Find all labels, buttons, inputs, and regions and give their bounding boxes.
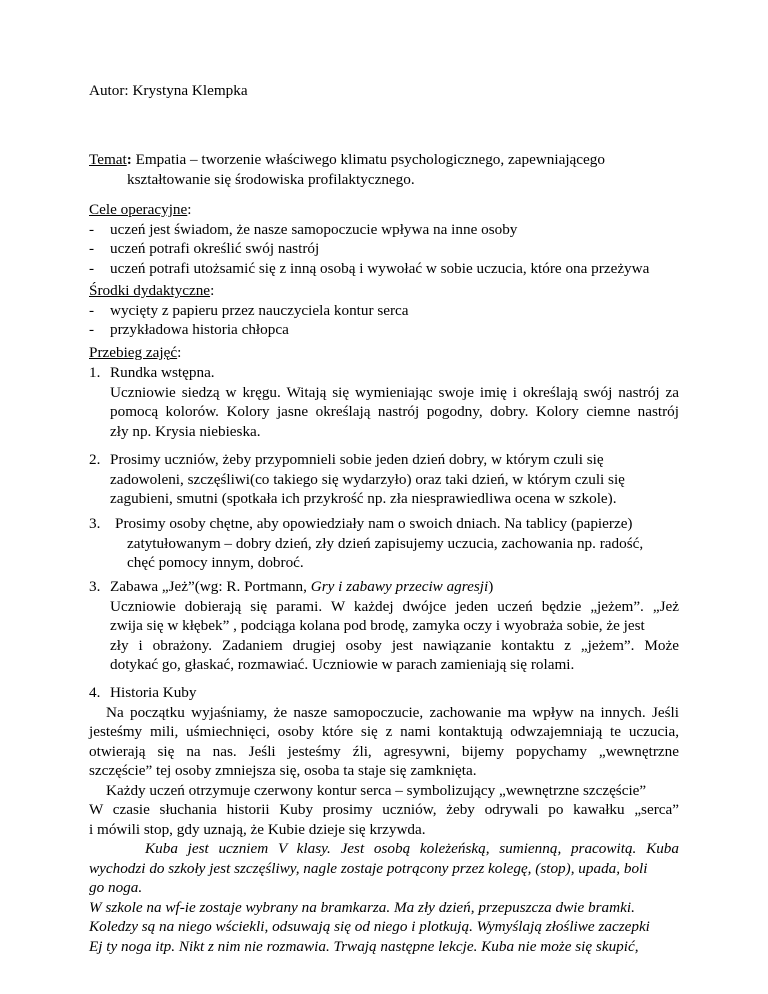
topic-label: Temat [89,151,127,168]
step-4: 4. Historia Kuby Na początku wyjaśniamy, że nasze samopoczucie, zachowanie ma wpływ na innych. Jeśli jesteśmy mili, uśmiechnięci, osoby które się z nami kontaktują odwzajemniają te uczucia, otwierają się na nas. Jeśli jesteśmy źli, agresywni, bijemy popychamy „wewnętrzne szczęście” tej osoby zmniejsza się, osoba ta staje się zamknięta. Każdy uczeń otrzymuje czerwony kontur serca – symbolizujący „wewnętrzne szczęście” W czasie słuchania historii Kuby prosimy uczniów, żeby odrywali po kawałku „serca” i mówili stop, gdy uznają, że Kubie dzieje się krzywda. Kuba jest uczniem V klasy. Jest osobą koleżeńską, sumienną, pracowitą. Kuba wychodzi do szkoły jest szczęśliwy, nagle zostaje potrącony przez kolegę, (stop), upada, boli go noga. W szkole na wf-ie zostaje wybrany na bramkarza. Ma zły dzień, przepuszcza dwie bramki. Koledzy są na niego wściekli, odsuwają się od niego i plotkują. Wymyślają złośliwe zaczepki Ej ty noga itp. Nikt z nim nie rozmawia. Trwają następne lekcje. Kuba nie może się skupić, [89,684,679,955]
step-2: 2. Prosimy uczniów, żeby przypomnieli sobie jeden dzień dobry, w którym czuli się zadowoleni, szczęśliwi(co takiego się wydarzyło) oraz taki dzień, w którym czuli się zagubieni, smutni (spotkała ich przykrość np. zła niesprawiedliwa ocena w szkole). [89,451,625,507]
list-item: - uczeń potrafi określić swój nastrój [89,240,320,257]
step-1: 1. Rundka wstępna. Uczniowie siedzą w kręgu. Witają się wymieniając swoje imię i określają swój nastrój za pomocą kolorów. Kolory jasne określają nastrój pogodny, dobry. Kolory ciemne nastrój zły np. Krysia niebieska. [89,364,679,440]
goals-heading: Cele operacyjne [89,201,188,218]
topic-section: Temat: Empatia – tworzenie właściwego klimatu psychologicznego, zapewniającego kształtowanie się środowiska profilaktycznego. [89,151,605,188]
means-section: Środki dydaktyczne: - wycięty z papieru przez nauczyciela kontur serca - przykładowa historia chłopca [89,281,679,340]
course-heading: Przebieg zajęć [89,344,178,361]
course-heading-row: Przebieg zajęć: [89,344,182,361]
story-text: Kuba jest uczniem V klasy. Jest osobą koleżeńską, sumienną, pracowitą. Kuba [145,840,679,857]
topic-text: Empatia – tworzenie właściwego klimatu psychologicznego, zapewniającego [131,151,605,168]
goals-section: Cele operacyjne: - uczeń jest świadom, że nasze samopoczucie wpływa na inne osoby - uczeń potrafi określić swój nastrój - uczeń potrafi utożsamić się z inną osobą i wywołać w sobie uczucia, które ona przeżywa [89,200,679,278]
list-item: - wycięty z papieru przez nauczyciela kontur serca [89,301,409,319]
list-item: - uczeń potrafi utożsamić się z inną osobą i wywołać w sobie uczucia, które ona przeżywa [89,259,650,277]
list-item: - przykładowa historia chłopca [89,321,289,338]
means-heading: Środki dydaktyczne [89,282,211,299]
step-3: 3. Prosimy osoby chętne, aby opowiedziały nam o swoich dniach. Na tablicy (papierze) zatytułowanym – dobry dzień, zły dzień zapisujemy uczucia, zachowania np. radość, chęć pomocy innym, dobroć. [89,515,644,571]
author-line: Autor: Krystyna Klempka [89,82,248,99]
step-3b: 3. Zabawa „Jeż”(wg: R. Portmann, Gry i zabawy przeciw agresji) Uczniowie dobierają się parami. W każdej dwójce jeden uczeń będzie „jeżem”. „Jeż zwija się w kłębek” , podciąga kolana pod brodę, zamyka oczy i wyobraża sobie, że jest zły i obrażony. Zadaniem drugiej osoby jest nawiązanie kontaktu z „jeżem”. Może dotykać go, głaskać, rozmawiać. Uczniowie w parach zamieniają się rolami. [89,578,679,673]
list-item: - uczeń jest świadom, że nasze samopoczucie wpływa na inne osoby [89,220,518,238]
